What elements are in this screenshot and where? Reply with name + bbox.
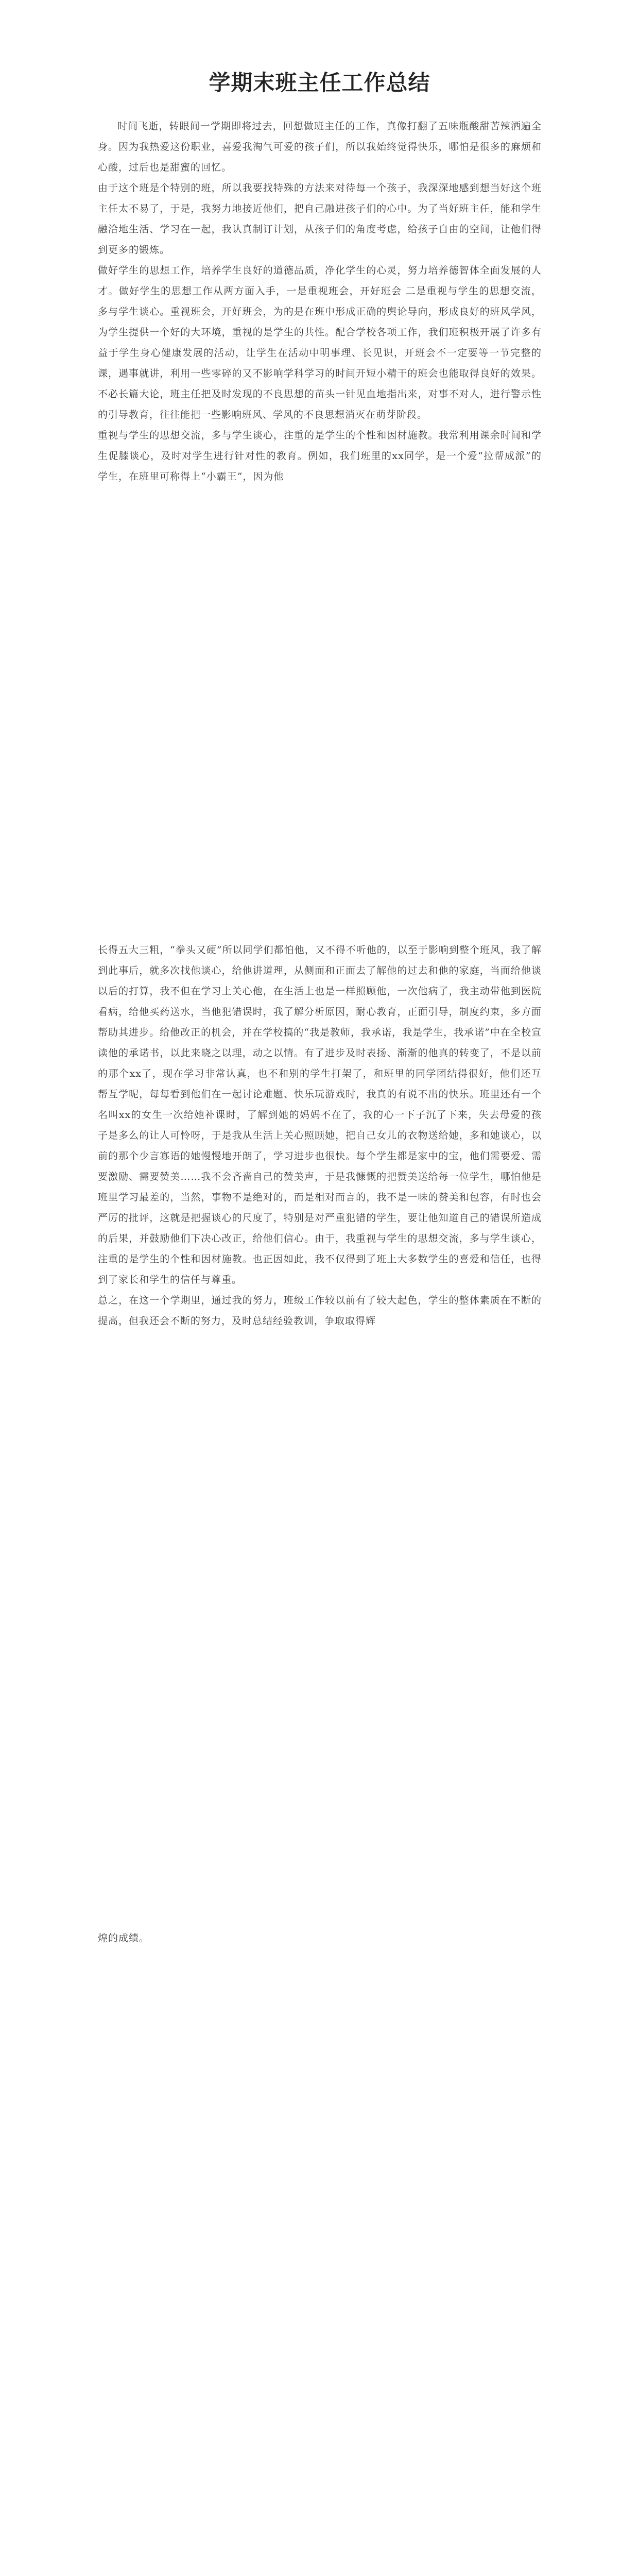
paragraph-intro: 时间飞逝，转眼间一学期即将过去，回想做班主任的工作，真像打翻了五味瓶酸甜苦辣洒遍全身。因为我热爱这份职业，喜爱我淘气可爱的孩子们，所以我始终觉得快乐，哪怕是很多的麻烦和心酸，过后也是甜蜜的回忆。	[98, 121, 542, 173]
paragraph-communication-start: 重视与学生的思想交流，多与学生谈心，注重的是学生的个性和因材施教。我常利用课余时间和学生促膝谈心，及时对学生进行针对性的教育。例如，我们班里的xx同学，是一个爱“拉帮成派”的学生，在班里可称得上“小霸王”，因为他	[98, 430, 542, 482]
text-block-page-1	[98, 116, 542, 487]
paragraph-thought-work: 做好学生的思想工作，培养学生良好的道德品质，净化学生的心灵，努力培养德智体全面发展的人才。做好学生的思想工作从两方面入手，一是重视班会，开好班会 二是重视与学生的思想交流，多与学生谈心。重视班会，开好班会，为的是在班中形成正确的舆论导向，形成良好的班风学风，为学生提供一个好的大环境，重视的是学生的共性。配合学校各项工作，我们班积极开展了许多有益于学生身心健康发展的活动，让学生在活动中明事理、长见识，开班会不一定要等一节完整的课，遇事就讲，利用一些零碎的又不影响学科学习的时间开短小精干的班会也能取得良好的效果。不必长篇大论，班主任把及时发现的不良思想的苗头一针见血地指出来，对事不对人，进行警示性的引导教育，往往能把一些影响班风、学风的不良思想消灭在萌芽阶段。	[98, 265, 542, 420]
paragraph-conclusion-start: 总之，在这一个学期里，通过我的努力，班级工作较以前有了较大起色，学生的整体素质在不断的提高，但我还会不断的努力，及时总结经验教训，争取取得辉	[98, 1295, 542, 1327]
text-block-page-3	[98, 1928, 542, 1948]
paragraph-class-approach: 由于这个班是个特别的班，所以我要找特殊的方法来对待每一个孩子，我深深地感到想当好这个班主任太不易了，于是，我努力地接近他们，把自己融进孩子们的心中。为了当好班主任，能和学生融洽地生活、学习在一起，我认真制订计划，从孩子们的角度考虑，给孩子自由的空间，让他们得到更多的锻炼。	[98, 182, 542, 256]
page-title: 学期末班主任工作总结	[209, 70, 430, 95]
paragraph-communication-continued: 长得五大三粗，“拳头又硬”所以同学们都怕他，又不得不听他的，以至于影响到整个班风，我了解到此事后，就多次找他谈心，给他讲道理，从侧面和正面去了解他的过去和他的家庭，当面给他谈以后的打算，我不但在学习上关心他，在生活上也是一样照顾他，一次他病了，我主动带他到医院看病，给他买药送水，当他犯错误时，我了解分析原因，耐心教育，正面引导，制度约束，多方面帮助其进步。给他改正的机会，并在学校搞的“我是教师，我承诺，我是学生，我承诺”中在全校宣读他的承诺书，以此来晓之以理，动之以情。有了进步及时表扬、渐渐的他真的转变了，不是以前的那个xx了，现在学习非常认真，也不和别的学生打架了，和班里的同学团结得很好，他们还互帮互学呢，每每看到他们在一起讨论难题、快乐玩游戏时，我真的有说不出的快乐。班里还有一个名叫xx的女生一次给她补课时，了解到她的妈妈不在了，我的心一下子沉了下来，失去母爱的孩子是多么的让人可怜呀，于是我从生活上关心照顾她，把自己女儿的衣物送给她，多和她谈心，以前的那个少言寡语的她慢慢地开朗了，学习进步也很快。每个学生都是家中的宝，他们需要爱、需要激励、需要赞美……我不会吝啬自己的赞美声，于是我慷慨的把赞美送给每一位学生，哪怕他是班里学习最差的，当然，事物不是绝对的，而是相对而言的，我不是一味的赞美和包容，有时也会严厉的批评，这就是把握谈心的尺度了，特别是对严重犯错的学生，要让他知道自己的错误所造成的后果，并鼓励他们下决心改正，给他们信心。由于，我重视与学生的思想交流，多与学生谈心，注重的是学生的个性和因材施教。也正因如此，我不仅得到了班上大多数学生的喜爱和信任，也得到了家长和学生的信任与尊重。	[98, 944, 542, 1285]
text-block-page-2	[98, 940, 542, 1331]
paragraph-conclusion-end: 煌的成绩。	[98, 1933, 150, 1944]
